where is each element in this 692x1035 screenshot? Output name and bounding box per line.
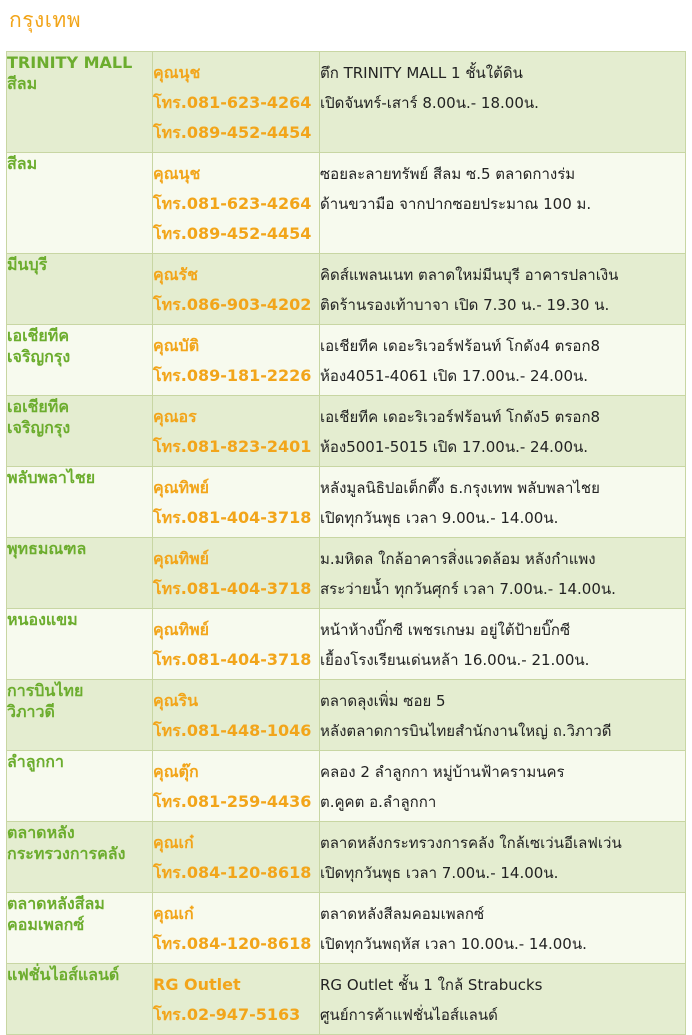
outlet-row <box>7 893 686 964</box>
location-name: ตลาดหลังสีลม คอมเพลกซ์ <box>7 894 105 934</box>
contact-name: คุณนุช <box>153 63 201 82</box>
details-line: เอเชียทีค เดอะริเวอร์ฟร้อนท์ โกดัง4 ตรอก8 <box>320 337 601 355</box>
contact-cell <box>153 325 320 396</box>
details-line: คลอง 2 ลำลูกกา หมู่บ้านฟ้าครามนคร <box>320 763 565 781</box>
outlet-table <box>6 51 686 1035</box>
details-cell <box>320 254 686 325</box>
location-name: สีลม <box>7 154 38 173</box>
contact-cell <box>153 254 320 325</box>
contact-cell <box>153 52 320 153</box>
details-cell <box>320 609 686 680</box>
contact-phone: โทร.081-623-4264 <box>153 93 312 112</box>
details-line: ตลาดลุงเพิ่ม ซอย 5 <box>320 692 446 710</box>
contact-name: คุณนุช <box>153 164 201 183</box>
details-cell <box>320 467 686 538</box>
location-cell <box>7 153 153 254</box>
contact-phone: โทร.081-259-4436 <box>153 792 312 811</box>
details-cell <box>320 680 686 751</box>
contact-phone: โทร.086-903-4202 <box>153 295 312 314</box>
outlet-row <box>7 52 686 153</box>
details-cell <box>320 751 686 822</box>
contact-phone: โทร.089-452-4454 <box>153 123 312 142</box>
details-line: ด้านขวามือ จากปากซอยประมาณ 100 ม. <box>320 195 592 213</box>
location-name: ตลาดหลัง กระทรวงการคลัง <box>7 823 126 863</box>
contact-phone: โทร.02-947-5163 <box>153 1005 301 1024</box>
location-cell <box>7 538 153 609</box>
contact-name: คุณอร <box>153 407 197 426</box>
location-name: หนองแขม <box>7 610 78 629</box>
outlet-table-body <box>7 52 686 1035</box>
details-line: ตลาดหลังกระทรวงการคลัง ใกล้เซเว่นอีเลฟเว่น <box>320 834 622 852</box>
outlet-row <box>7 822 686 893</box>
details-line: ศูนย์การค้าแฟชั่นไอส์แลนด์ <box>320 1006 498 1024</box>
details-line: ห้อง4051-4061 เปิด 17.00น.- 24.00น. <box>320 367 589 385</box>
location-name: ลำลูกกา <box>7 752 64 771</box>
details-line: RG Outlet ชั้น 1 ใกล้ Strabucks <box>320 976 543 994</box>
outlet-row <box>7 254 686 325</box>
details-cell <box>320 822 686 893</box>
contact-name: คุณทิพย์ <box>153 620 210 639</box>
location-name: เอเชียทีค เจริญกรุง <box>7 326 71 366</box>
location-name: แฟชั่นไอส์แลนด์ <box>7 965 120 984</box>
details-line: เปิดทุกวันพุธ เวลา 7.00น.- 14.00น. <box>320 864 559 882</box>
contact-name: คุณรัช <box>153 265 198 284</box>
outlet-row <box>7 396 686 467</box>
location-name: พุทธมณฑล <box>7 539 87 558</box>
details-line: สระว่ายน้ำ ทุกวันศุกร์ เวลา 7.00น.- 14.00น. <box>320 580 616 598</box>
contact-phone: โทร.089-181-2226 <box>153 366 312 385</box>
outlet-row <box>7 964 686 1035</box>
contact-cell <box>153 396 320 467</box>
details-line: หลังมูลนิธิปอเต็กตึ๊ง ธ.กรุงเทพ พลับพลาไชย <box>320 479 600 497</box>
details-line: ม.มหิดล ใกล้อาคารสิ่งแวดล้อม หลังกำแพง <box>320 550 596 568</box>
details-cell <box>320 153 686 254</box>
details-line: เยื้องโรงเรียนเด่นหล้า 16.00น.- 21.00น. <box>320 651 590 669</box>
details-cell <box>320 396 686 467</box>
contact-cell <box>153 538 320 609</box>
details-cell <box>320 538 686 609</box>
details-line: ซอยละลายทรัพย์ สีลม ซ.5 ตลาดกางร่ม <box>320 165 576 183</box>
contact-name: RG Outlet <box>153 975 241 994</box>
details-line: ห้อง5001-5015 เปิด 17.00น.- 24.00น. <box>320 438 589 456</box>
contact-name: คุณเก๋ <box>153 833 194 852</box>
contact-name: คุณบัติ <box>153 336 200 355</box>
outlet-row <box>7 153 686 254</box>
location-cell <box>7 609 153 680</box>
location-name: มีนบุรี <box>7 255 48 274</box>
contact-cell <box>153 964 320 1035</box>
details-line: ต.คูคต อ.ลำลูกกา <box>320 793 437 811</box>
details-cell <box>320 964 686 1035</box>
location-cell <box>7 680 153 751</box>
location-cell <box>7 467 153 538</box>
details-line: เปิดจันทร์-เสาร์ 8.00น.- 18.00น. <box>320 94 539 112</box>
contact-cell <box>153 153 320 254</box>
contact-name: คุณทิพย์ <box>153 549 210 568</box>
details-line: ติดร้านรองเท้าบาจา เปิด 7.30 น.- 19.30 น. <box>320 296 610 314</box>
contact-phone: โทร.084-120-8618 <box>153 863 312 882</box>
contact-phone: โทร.084-120-8618 <box>153 934 312 953</box>
contact-cell <box>153 893 320 964</box>
section-heading: กรุงเทพ <box>9 8 82 32</box>
location-cell <box>7 893 153 964</box>
outlet-row <box>7 751 686 822</box>
contact-cell <box>153 609 320 680</box>
location-cell <box>7 964 153 1035</box>
contact-cell <box>153 751 320 822</box>
outlet-row <box>7 680 686 751</box>
outlet-row <box>7 609 686 680</box>
details-line: หลังตลาดการบินไทยสำนักงานใหญ่ ถ.วิภาวดี <box>320 722 612 740</box>
details-line: คิดส์แพลนเนท ตลาดใหม่มีนบุรี อาคารปลาเงิน <box>320 266 619 284</box>
details-cell <box>320 52 686 153</box>
contact-phone: โทร.089-452-4454 <box>153 224 312 243</box>
contact-phone: โทร.081-623-4264 <box>153 194 312 213</box>
contact-cell <box>153 822 320 893</box>
contact-name: คุณทิพย์ <box>153 478 210 497</box>
contact-name: คุณริน <box>153 691 199 710</box>
location-cell <box>7 751 153 822</box>
location-cell <box>7 396 153 467</box>
details-line: หน้าห้างบิ๊กซี เพชรเกษม อยู่ใต้ป้ายบิ๊กซี <box>320 621 571 639</box>
contact-cell <box>153 467 320 538</box>
outlet-row <box>7 325 686 396</box>
outlet-row <box>7 467 686 538</box>
contact-phone: โทร.081-448-1046 <box>153 721 312 740</box>
location-cell <box>7 325 153 396</box>
contact-cell <box>153 680 320 751</box>
location-name: เอเชียทีค เจริญกรุง <box>7 397 71 437</box>
details-line: ตึก TRINITY MALL 1 ชั้นใต้ดิน <box>320 64 523 82</box>
contact-phone: โทร.081-823-2401 <box>153 437 312 456</box>
contact-phone: โทร.081-404-3718 <box>153 650 312 669</box>
location-cell <box>7 52 153 153</box>
details-line: เอเชียทีค เดอะริเวอร์ฟร้อนท์ โกดัง5 ตรอก8 <box>320 408 601 426</box>
location-name: พลับพลาไชย <box>7 468 96 487</box>
details-line: เปิดทุกวันพุธ เวลา 9.00น.- 14.00น. <box>320 509 559 527</box>
details-line: ตลาดหลังสีลมคอมเพลกซ์ <box>320 905 485 923</box>
details-cell <box>320 325 686 396</box>
contact-name: คุณตุ๊ก <box>153 762 199 781</box>
contact-phone: โทร.081-404-3718 <box>153 579 312 598</box>
location-cell <box>7 254 153 325</box>
location-cell <box>7 822 153 893</box>
details-cell <box>320 893 686 964</box>
location-name: การบินไทย วิภาวดี <box>7 681 84 721</box>
outlet-row <box>7 538 686 609</box>
contact-name: คุณเก๋ <box>153 904 194 923</box>
details-line: เปิดทุกวันพฤหัส เวลา 10.00น.- 14.00น. <box>320 935 587 953</box>
contact-phone: โทร.081-404-3718 <box>153 508 312 527</box>
location-name: TRINITY MALL สีลม <box>7 53 133 93</box>
